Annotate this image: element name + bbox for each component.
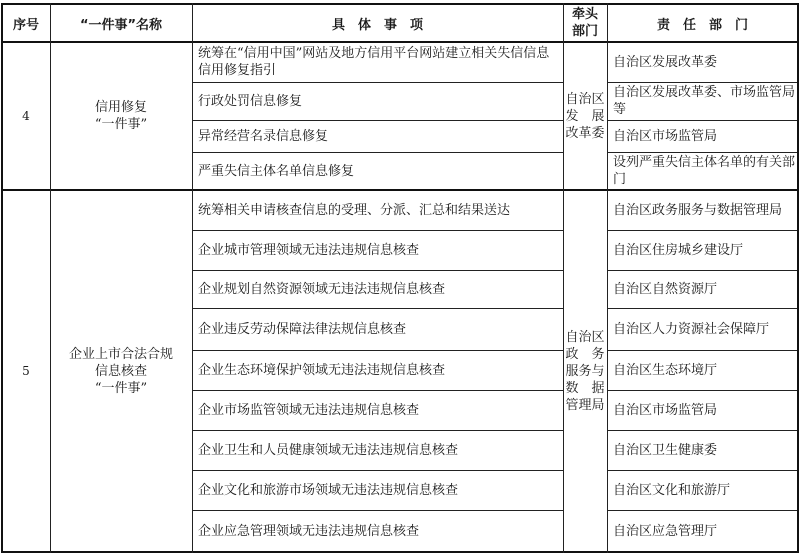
row-divider <box>192 82 563 83</box>
table-row-dept: 自治区市场监管局 <box>613 128 718 144</box>
row-divider <box>192 230 563 231</box>
row-divider <box>192 308 563 309</box>
row-divider <box>192 390 563 391</box>
table-row-dept: 自治区住房城乡建设厅 <box>613 242 744 258</box>
table-row-item: 企业应急管理领域无违法违规信息核查 <box>198 523 420 539</box>
group-4-seq: 4 <box>22 109 30 123</box>
group-5-lead: 自治区 政 务 服务与 数 据 管理局 <box>565 329 605 413</box>
table-row-item: 统筹在“信用中国”网站及地方信用平台网站建立相关失信信息信用修复指引 <box>198 46 550 78</box>
table-row-item: 企业城市管理领域无违法违规信息核查 <box>198 242 420 258</box>
row-divider <box>607 390 798 391</box>
group-5-seq: 5 <box>22 364 30 378</box>
group-5-name: 企业上市合法合规 信息核查 “一件事” <box>68 346 173 396</box>
col-divider <box>607 3 608 553</box>
row-divider <box>607 430 798 431</box>
header-lead-dept: 牵头 部门 <box>571 7 598 39</box>
table-row-dept: 自治区应急管理厅 <box>613 523 718 539</box>
table-row-dept: 自治区生态环境厅 <box>613 362 718 378</box>
table-row-dept: 自治区人力资源社会保障厅 <box>613 321 770 337</box>
col-divider <box>50 3 51 553</box>
table-row-item: 统筹相关申请核查信息的受理、分派、汇总和结果送达 <box>198 202 511 218</box>
row-divider <box>607 230 798 231</box>
row-divider <box>607 350 798 351</box>
header-dept: 责 任 部 门 <box>656 17 748 33</box>
table-row-dept: 自治区市场监管局 <box>613 402 718 418</box>
table-row-item: 严重失信主体名单信息修复 <box>198 163 355 179</box>
row-divider <box>607 120 798 121</box>
row-divider <box>607 152 798 153</box>
table-row-dept: 自治区文化和旅游厅 <box>613 482 731 498</box>
col-divider <box>563 3 564 553</box>
group-divider <box>2 189 798 191</box>
row-divider <box>607 308 798 309</box>
row-divider <box>607 470 798 471</box>
row-divider <box>192 350 563 351</box>
row-divider <box>192 510 563 511</box>
row-divider <box>192 120 563 121</box>
table-row-item: 行政处罚信息修复 <box>198 93 303 109</box>
table-row-dept: 自治区发展改革委、市场监管局等 <box>613 85 796 117</box>
table-row-item: 企业市场监管领域无违法违规信息核查 <box>198 402 420 418</box>
table-row-item: 企业文化和旅游市场领域无违法违规信息核查 <box>198 482 459 498</box>
table-row-dept: 设列严重失信主体名单的有关部门 <box>613 155 796 187</box>
header-items: 具 体 事 项 <box>331 17 423 33</box>
row-divider <box>192 430 563 431</box>
group-4-lead: 自治区 发 展 改革委 <box>565 91 605 141</box>
row-divider <box>607 82 798 83</box>
header-name: “一件事”名称 <box>79 17 163 33</box>
row-divider <box>192 470 563 471</box>
header-seq: 序号 <box>12 17 39 33</box>
row-divider <box>192 270 563 271</box>
group-4-name: 信用修复 “一件事” <box>94 100 148 132</box>
row-divider <box>607 270 798 271</box>
table-left-border <box>1 3 3 553</box>
table-row-dept: 自治区卫生健康委 <box>613 442 718 458</box>
row-divider <box>192 152 563 153</box>
table-top-border <box>2 3 798 5</box>
header-bottom-border <box>2 41 798 43</box>
table-row-item: 异常经营名录信息修复 <box>198 128 329 144</box>
row-divider <box>607 510 798 511</box>
table-row-item: 企业生态环境保护领域无违法违规信息核查 <box>198 362 446 378</box>
table-bottom-border <box>2 551 798 553</box>
table-row-dept: 自治区政务服务与数据管理局 <box>613 202 783 218</box>
table-row-dept: 自治区自然资源厅 <box>613 281 718 297</box>
table-row-dept: 自治区发展改革委 <box>613 54 718 70</box>
col-divider <box>192 3 193 553</box>
table-row-item: 企业卫生和人员健康领域无违法违规信息核查 <box>198 442 459 458</box>
table-right-border <box>797 3 799 553</box>
table-row-item: 企业违反劳动保障法律法规信息核查 <box>198 321 407 337</box>
table-row-item: 企业规划自然资源领域无违法违规信息核查 <box>198 281 446 297</box>
